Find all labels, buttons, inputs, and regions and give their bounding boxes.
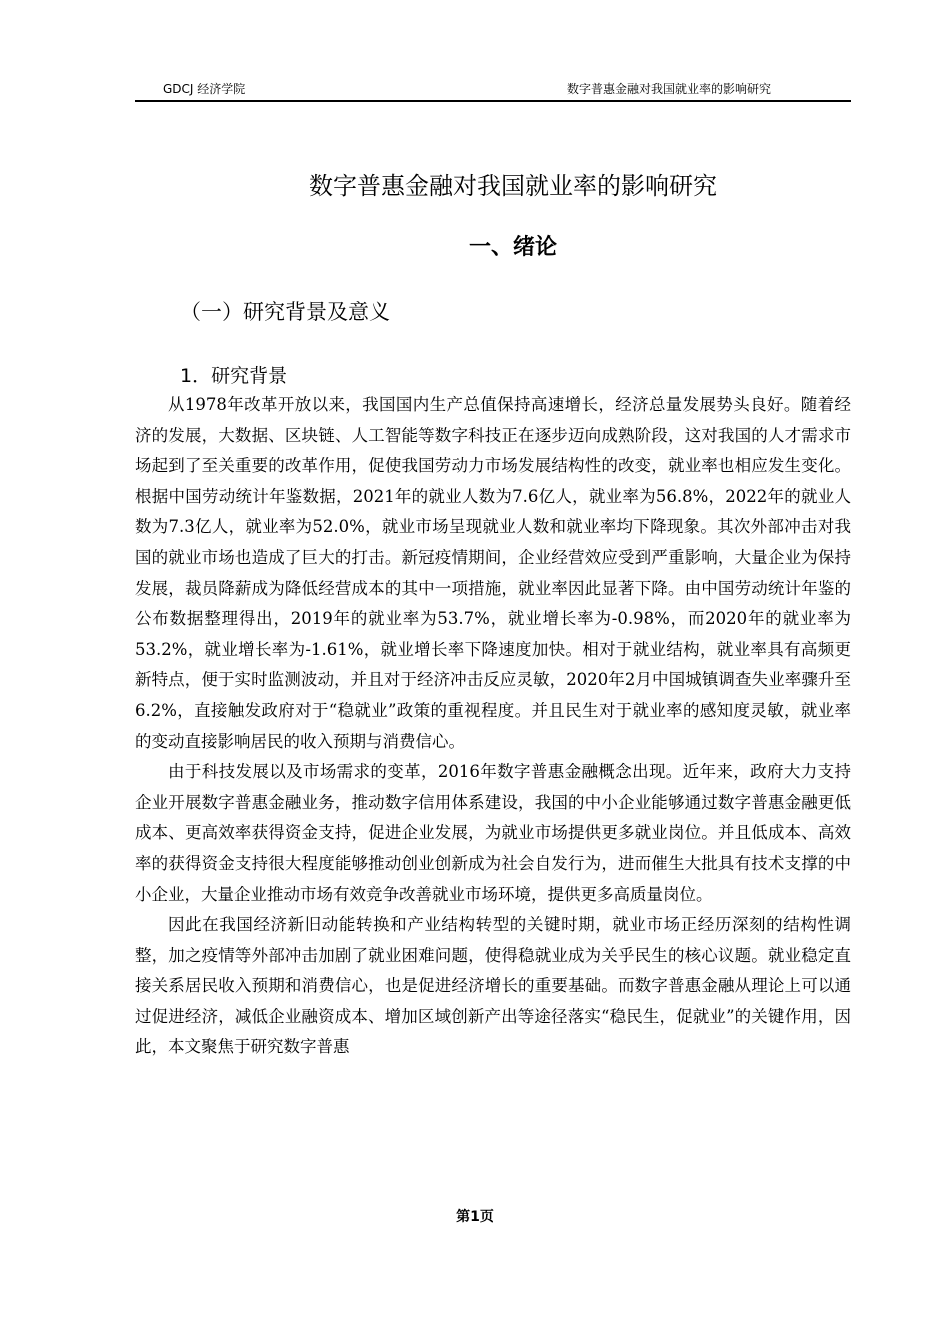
subsection-heading: 1．研究背景: [180, 365, 288, 387]
paragraph-3: 因此在我国经济新旧动能转换和产业结构转型的关键时期，就业市场正经历深刻的结构性调整，加之疫情等外部冲击加剧了就业困难问题，使得稳就业成为关乎民生的核心议题。就业稳定直接关系居民收入预期和消费信心，也是促进经济增长的重要基础。而数字普惠金融从理论上可以通过促进经济，减低企业融资成本、增加区域创新产出等途径落实“稳民生，促就业”的关键作用，因此，本文聚焦于研究数字普惠: [135, 915, 851, 1057]
page-header: [135, 78, 851, 100]
header-left-text: GDCJ 经济学院: [163, 82, 246, 96]
document-title: 数字普惠金融对我国就业率的影响研究: [309, 172, 717, 200]
body-text: [135, 390, 851, 1063]
page-number: 第1页: [456, 1209, 494, 1225]
paragraph-2: 由于科技发展以及市场需求的变革，2016年数字普惠金融概念出现。近年来，政府大力支持企业开展数字普惠金融业务，推动数字信用体系建设，我国的中小企业能够通过数字普惠金融更低成本、更高效率获得资金支持，促进企业发展，为就业市场提供更多就业岗位。并且低成本、高效率的获得资金支持很大程度能够推动创业创新成为社会自发行为，进而催生大批具有技术支撑的中小企业，大量企业推动市场有效竞争改善就业市场环境，提供更多高质量岗位。: [135, 762, 851, 904]
chapter-heading: 一、绪论: [468, 235, 557, 260]
paragraph-1: 从1978年改革开放以来，我国国内生产总值保持高速增长，经济总量发展势头良好。随着经济的发展，大数据、区块链、人工智能等数字科技正在逐步迈向成熟阶段，这对我国的人才需求市场起到了至关重要的改革作用，促使我国劳动力市场发展结构性的改变，就业率也相应发生变化。根据中国劳动统计年鉴数据，2021年的就业人数为7.6亿人，就业率为56.8%，2022年的就业人数为7.3亿人，就业率为52.0%，就业市场呈现就业人数和就业率均下降现象。其次外部冲击对我国的就业市场也造成了巨大的打击。新冠疫情期间，企业经营效应受到严重影响，大量企业为保持发展，裁员降薪成为降低经营成本的其中一项措施，就业率因此显著下降。由中国劳动统计年鉴的公布数据整理得出，2019年的就业率为53.7%，就业增长率为-0.98%，而2020年的就业率为53.2%，就业增长率为-1.61%，就业增长率下降速度加快。相对于就业结构，就业率具有高频更新特点，便于实时监测波动，并且对于经济冲击反应灵敏，2020年2月中国城镇调查失业率骤升至6.2%，直接触发政府对于“稳就业”政策的重视程度。并且民生对于就业率的感知度灵敏，就业率的变动直接影响居民的收入预期与消费信心。: [135, 395, 851, 751]
section-heading: （一）研究背景及意义: [180, 300, 390, 324]
header-right-text: 数字普惠金融对我国就业率的影响研究: [566, 82, 771, 96]
header-divider: [135, 100, 851, 102]
